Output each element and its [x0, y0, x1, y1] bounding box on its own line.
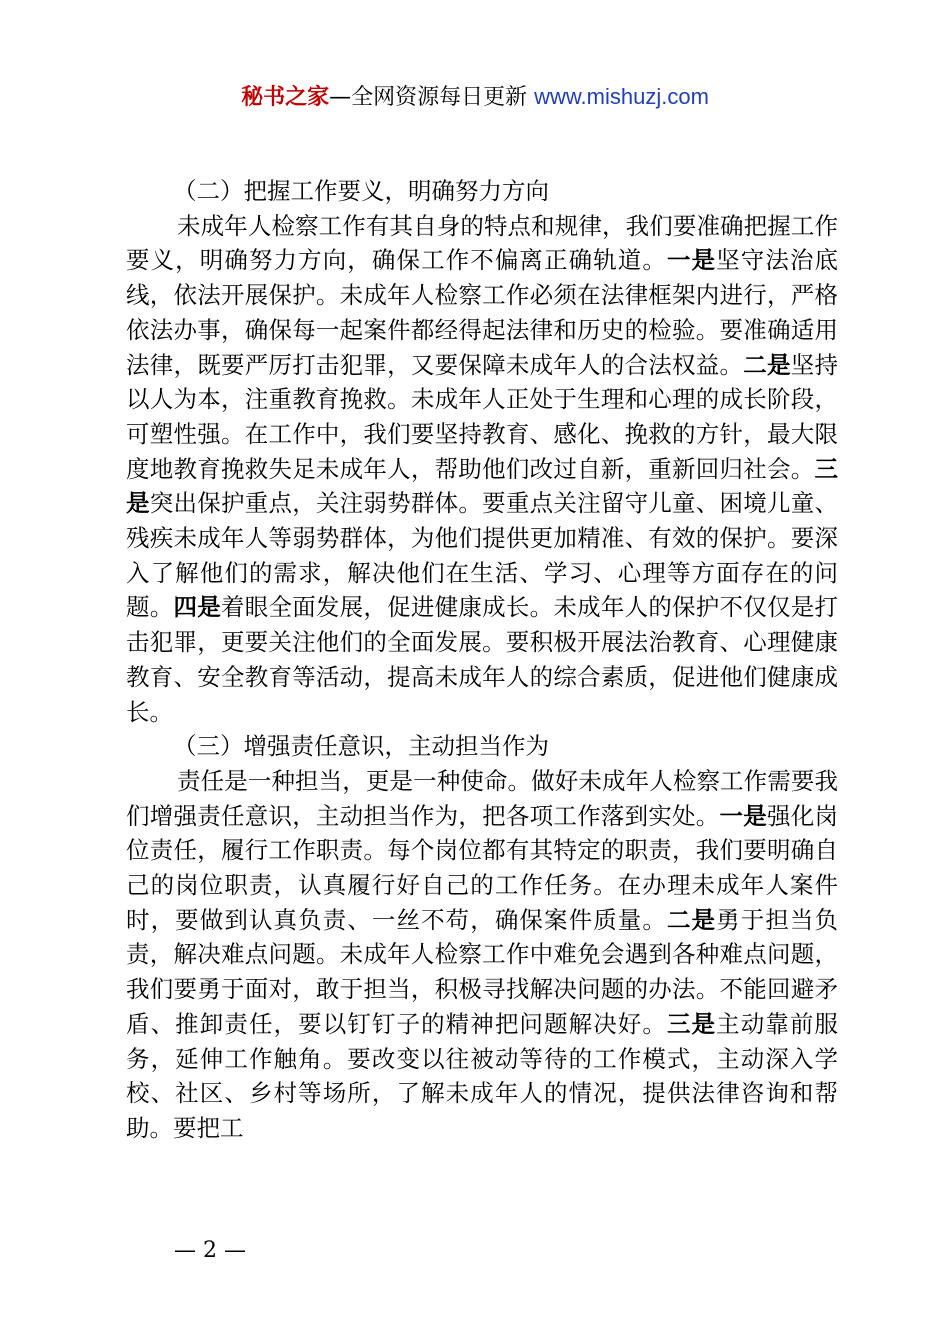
section-heading-3: （三）增强责任意识，主动担当作为	[173, 732, 549, 761]
header-url-link[interactable]: www.mishuzj.com	[534, 84, 709, 109]
section-2-point-1: 坚守法治底线，依法开展保护。未成年人检察工作必须在法律框架内进行，严格依法办事，确保每一起案件都经得起法律和历史的检验。要准确适用法律，既要严厉打击犯罪，又要保障未成年人的合法权益。	[126, 246, 839, 379]
section-3-intro: 责任是一种担当，更是一种使命。做好未成年人检察工作需要我们增强责任意识，主动担当作为，把各项工作落到实处。	[126, 766, 838, 830]
keyword-first: 一是	[719, 801, 768, 830]
section-2-paragraph	[126, 209, 838, 730]
keyword-second: 二是	[666, 905, 717, 934]
brand-name: 秘书之家	[241, 85, 330, 110]
section-2-point-4: 着眼全面发展，促进健康成长。未成年人的保护不仅仅是打击犯罪，更要关注他们的全面发展。要积极开展法治教育、心理健康教育、安全教育等活动，提高未成年人的综合素质，促进他们健康成长。	[126, 593, 839, 726]
section-3-paragraph	[126, 764, 838, 1146]
section-3-point-3: 主动靠前服务，延伸工作触角。要改变以往被动等待的工作模式，主动深入学校、社区、乡村等场所，了解未成年人的情况，提供法律咨询和帮助。要把工	[126, 1009, 839, 1142]
section-3-point-1: 强化岗位责任，履行工作职责。每个岗位都有其特定的职责，我们要明确自己的岗位职责，认真履行好自己的工作任务。在办理未成年人案件时，要做到认真负责、一丝不苟，确保案件质量。	[126, 801, 839, 934]
section-3-point-2: 勇于担当负责，解决难点问题。未成年人检察工作中难免会遇到各种难点问题，我们要勇于面对，敢于担当，积极寻找解决问题的办法。不能回避矛盾、推卸责任，要以钉钉子的精神把问题解决好。	[126, 905, 839, 1038]
header-tagline: 全网资源每日更新	[351, 85, 535, 110]
document-body	[126, 174, 838, 1146]
keyword-third: 三是	[126, 454, 838, 518]
keyword-fourth: 四是	[173, 593, 221, 622]
keyword-first: 一是	[666, 246, 717, 275]
header-separator: —	[329, 85, 352, 110]
section-heading-2: （二）把握工作要义，明确努力方向	[173, 177, 549, 205]
page-number: — 2 —	[174, 1238, 246, 1263]
keyword-third: 三是	[666, 1009, 717, 1038]
page-header	[0, 82, 950, 113]
keyword-second: 二是	[743, 350, 791, 379]
section-2-point-2: 坚持以人为本，注重教育挽救。未成年人正处于生理和心理的成长阶段，可塑性强。在工作中，我们要坚持教育、感化、挽救的方针，最大限度地教育挽救失足未成年人，帮助他们改过自新，重新回归社会。	[126, 350, 839, 483]
section-2-intro: 未成年人检察工作有其自身的特点和规律，我们要准确把握工作要义，明确努力方向，确保工作不偏离正确轨道。	[126, 211, 838, 275]
section-2-point-3: 突出保护重点，关注弱势群体。要重点关注留守儿童、困境儿童、残疾未成年人等弱势群体，为他们提供更加精准、有效的保护。要深入了解他们的需求，解决他们在生活、学习、心理等方面存在的问题。	[126, 489, 839, 622]
